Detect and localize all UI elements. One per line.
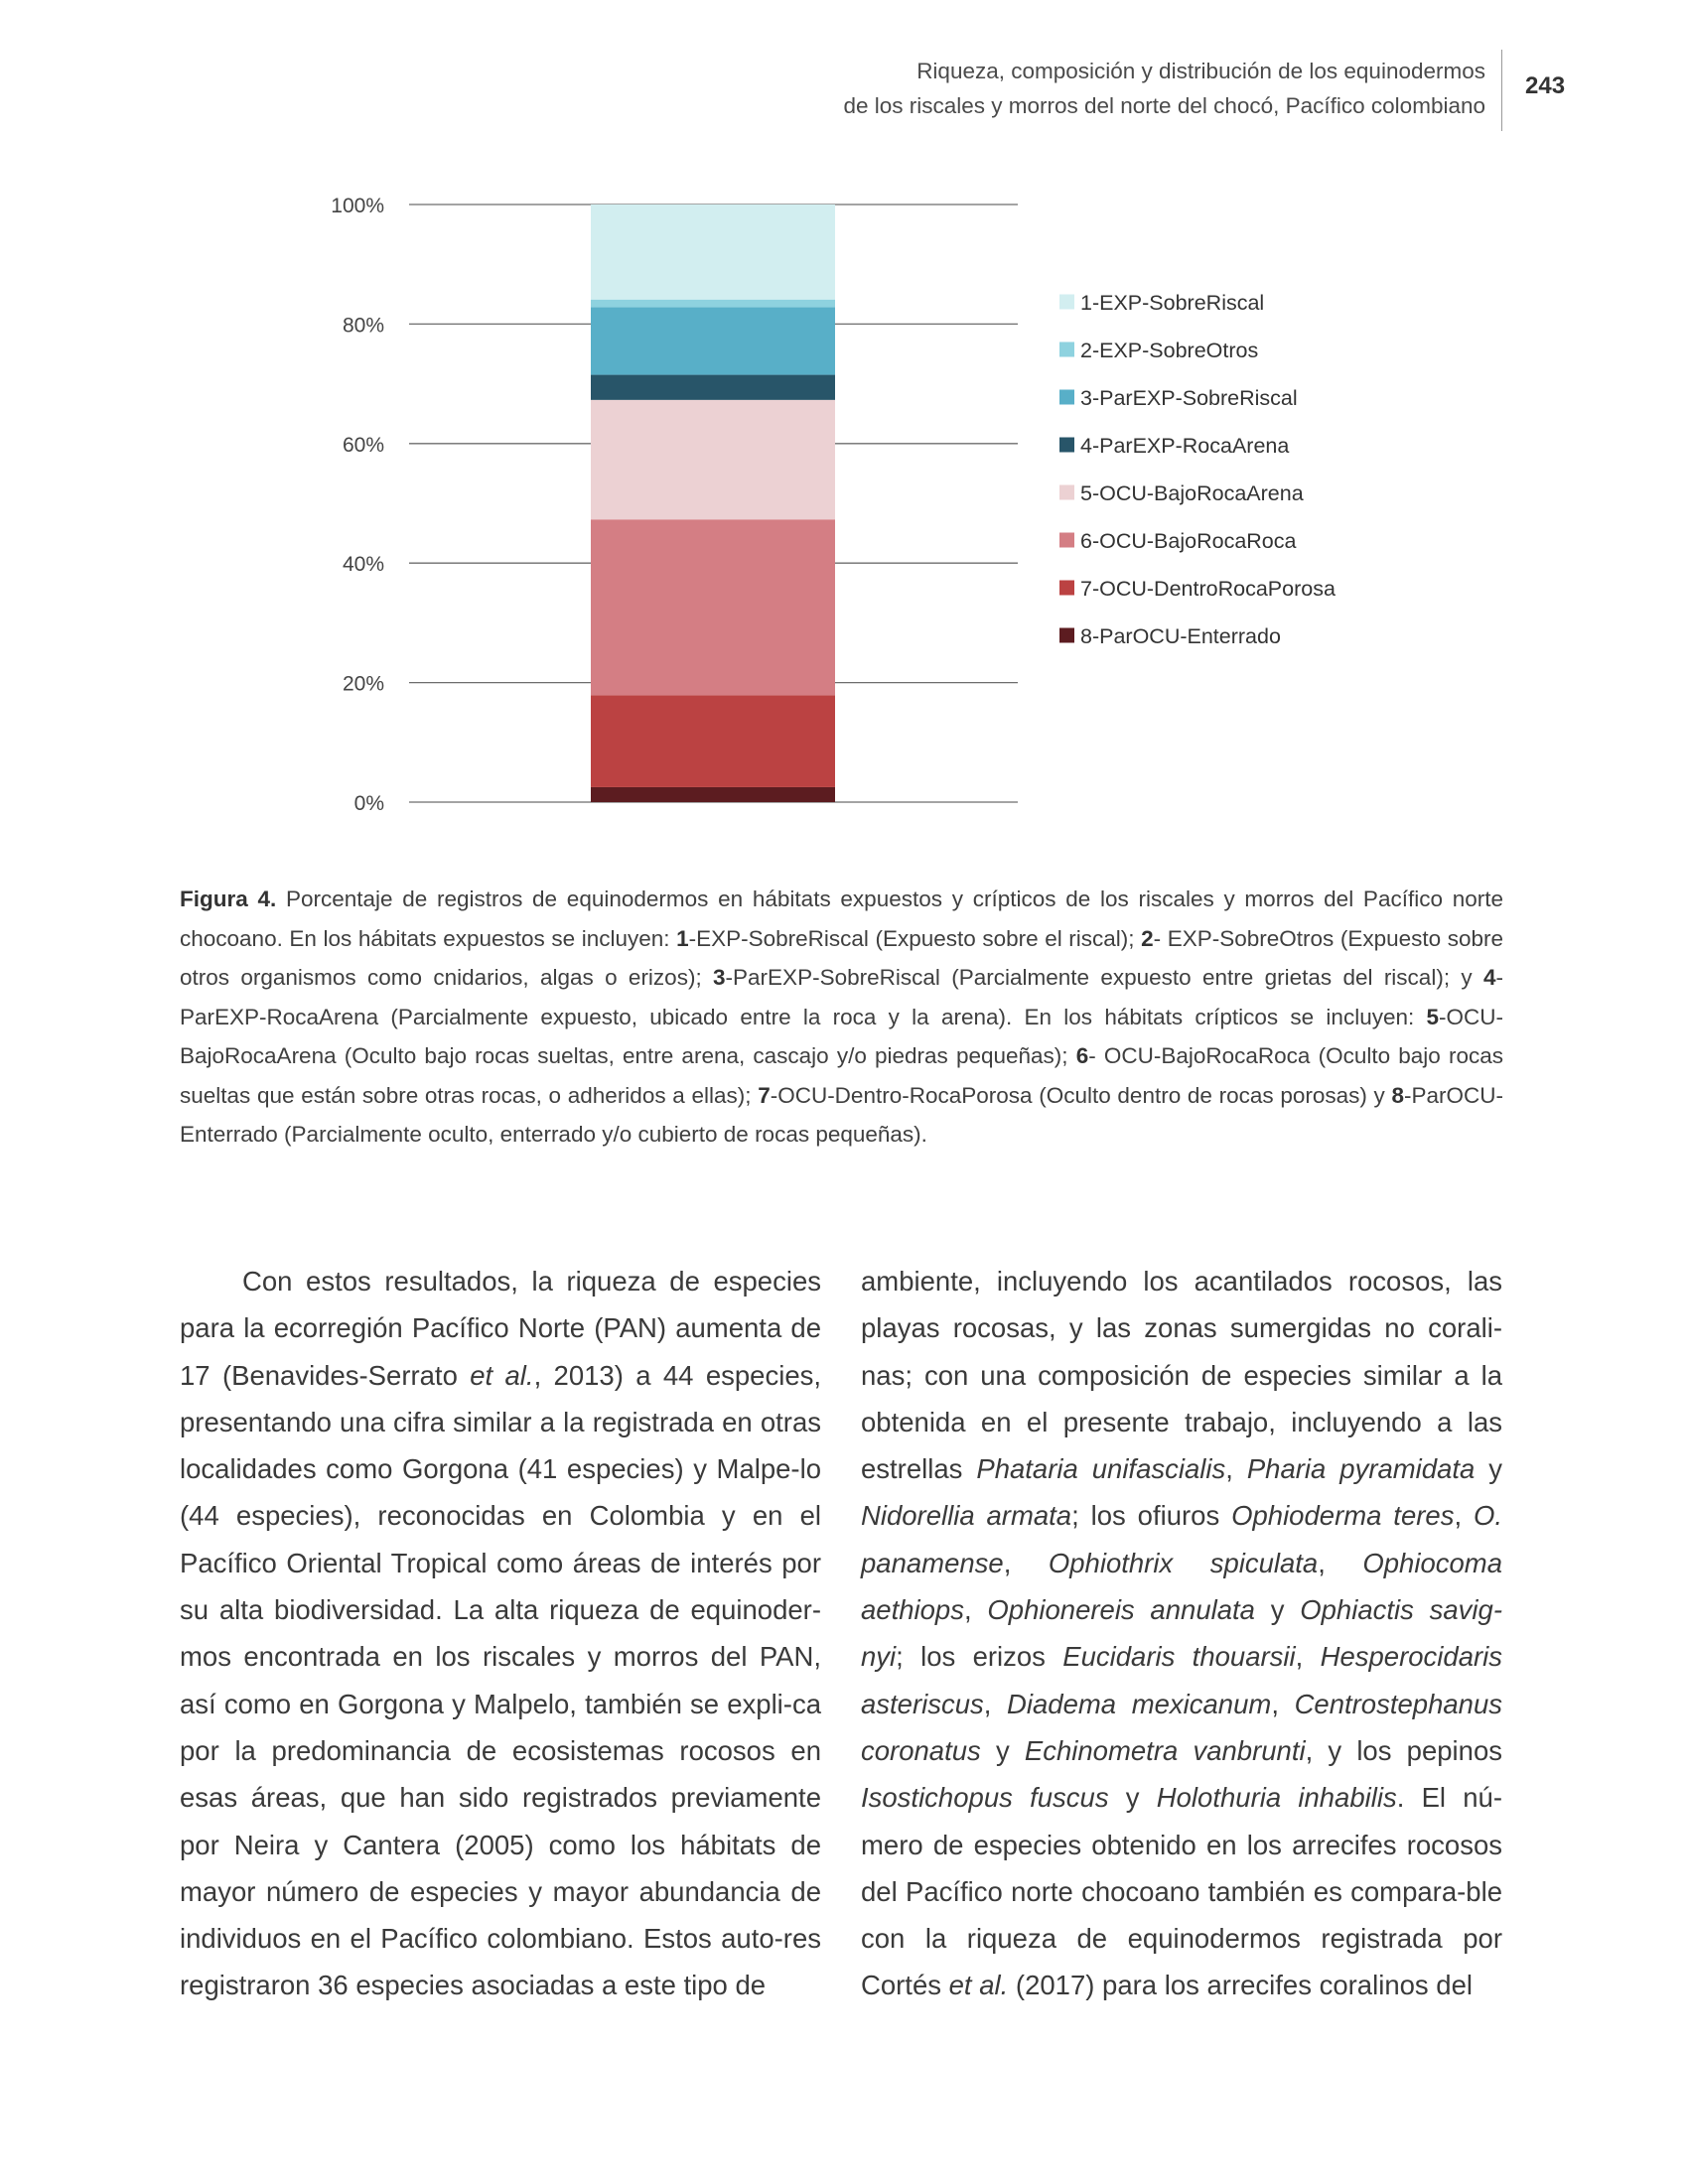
bar-segment bbox=[591, 519, 835, 695]
body-paragraph bbox=[180, 1258, 821, 2009]
bar-segment bbox=[591, 308, 835, 375]
species-name: Pharia pyramidata bbox=[1246, 1453, 1476, 1485]
caption-number: 6 bbox=[1075, 1043, 1089, 1068]
body-text: ; los ofiuros bbox=[1071, 1500, 1232, 1532]
bar-segment bbox=[591, 787, 835, 802]
bar-segment bbox=[591, 695, 835, 787]
legend-swatch bbox=[1059, 438, 1074, 453]
y-tick-label: 40% bbox=[342, 553, 384, 577]
body-paragraph bbox=[861, 1258, 1502, 2009]
bar-segment bbox=[591, 205, 835, 300]
caption-text: - EXP-SobreOtros (Expuesto sobre otros organismos como cnidarios, algas o erizos); bbox=[180, 925, 1504, 990]
caption-number: 7 bbox=[758, 1082, 771, 1108]
species-name: O. panamense bbox=[861, 1500, 1503, 1578]
figure-label: Figura 4. bbox=[180, 887, 277, 911]
body-text: , bbox=[1454, 1500, 1474, 1532]
body-text: y bbox=[1254, 1594, 1301, 1626]
body-text: ambiente, incluyendo los acantilados rocosos, las playas rocosas, y las zonas sumergidas no corali-nas; con una composición de especies similar a la obtenida en el presente trabajo, incluyendo a las estrellas bbox=[861, 1266, 1502, 1485]
caption-number: 5 bbox=[1426, 1004, 1440, 1029]
legend-swatch bbox=[1059, 295, 1074, 310]
body-column-right bbox=[861, 1258, 1502, 2009]
species-name: Phataria unifascialis bbox=[976, 1453, 1226, 1485]
legend-label: 7-OCU-DentroRocaPorosa bbox=[1080, 577, 1336, 601]
body-text: , 2013) a 44 especies, presentando una cifra similar a la registrada en otras localidades como Gorgona (41 especies) y Malpe-lo (44 especies), reconocidas en Colombia y en el Pacífico Oriental Tropical como áreas de interés por su alta biodiversidad. La alta riqueza de equinoder-mos encontrada en los riscales y morros del PAN, así como en Gorgona y Malpelo, también se expli-ca por la predominancia de ecosistemas rocosos en esas áreas, que han sido registrados previamente por Neira y Cantera (2005) como los hábitats de mayor número de especies y mayor abundancia de individuos en el Pacífico colombiano. Estos auto-res registraron 36 especies asociadas a este tipo de bbox=[180, 1359, 821, 2001]
y-tick-label: 100% bbox=[331, 195, 384, 217]
body-text: , bbox=[963, 1594, 988, 1626]
body-text: y bbox=[1475, 1453, 1503, 1485]
figure-caption bbox=[180, 880, 1503, 1155]
caption-number: 3 bbox=[713, 965, 726, 990]
body-text: , y los pepinos bbox=[1305, 1734, 1502, 1766]
legend-label: 1-EXP-SobreRiscal bbox=[1080, 291, 1265, 315]
legend-label: 5-OCU-BajoRocaArena bbox=[1080, 481, 1304, 505]
body-text: y bbox=[1108, 1782, 1157, 1814]
body-text: (2017) para los arrecifes coralinos del bbox=[1008, 1970, 1473, 2001]
species-name: Hesperocidaris asteriscus bbox=[861, 1641, 1503, 1719]
page-number: 243 bbox=[1525, 72, 1566, 99]
bar-segment bbox=[591, 400, 835, 519]
body-column-left bbox=[180, 1258, 821, 2009]
body-text: Con estos resultados, la riqueza de especies para la ecorregión Pacífico Norte (PAN) aumenta de 17 (Benavides-Serrato bbox=[180, 1266, 821, 1391]
caption-text: Porcentaje de registros de equinodermos en hábitats expuestos y crípticos de los riscales y morros del Pacífico norte chocoano. En los hábitats expuestos se incluyen: bbox=[180, 887, 1503, 951]
body-italic: et al. bbox=[470, 1359, 534, 1391]
body-text: , bbox=[1003, 1547, 1049, 1578]
caption-text: - OCU-BajoRocaRoca (Oculto bajo rocas sueltas que están sobre otras rocas, o adheridos a ellas); bbox=[180, 1043, 1503, 1108]
species-name: Isostichopus fuscus bbox=[861, 1782, 1109, 1814]
legend-swatch bbox=[1059, 390, 1074, 405]
body-text: , bbox=[983, 1688, 1008, 1719]
caption-text: -ParEXP-SobreRiscal (Parcialmente expuesto entre grietas del riscal); y bbox=[725, 965, 1483, 990]
caption-number: 2 bbox=[1141, 925, 1154, 951]
body-text: . El nú-mero de especies obtenido en los arrecifes rocosos del Pacífico norte chocoano también es compara-ble con la riqueza de equinodermos registrada por Cortés bbox=[861, 1782, 1503, 2001]
species-name: Ophiactis savig-nyi bbox=[861, 1594, 1502, 1673]
stacked-bar-chart bbox=[0, 0, 1688, 854]
species-name: Ophiothrix spiculata bbox=[1048, 1547, 1319, 1578]
species-name: Ophioderma teres bbox=[1231, 1500, 1455, 1532]
legend-label: 6-OCU-BajoRocaRoca bbox=[1080, 529, 1297, 553]
body-italic: et al. bbox=[948, 1970, 1009, 2001]
body-text: , bbox=[1295, 1641, 1321, 1673]
body-text: , bbox=[1225, 1453, 1247, 1485]
running-head-line-2: de los riscales y morros del norte del chocó, Pacífico colombiano bbox=[843, 93, 1485, 118]
body-text: , bbox=[1271, 1688, 1295, 1719]
y-tick-label: 80% bbox=[342, 314, 384, 338]
running-head-line-1: Riqueza, composición y distribución de los equinodermos bbox=[916, 59, 1485, 83]
legend-label: 2-EXP-SobreOtros bbox=[1080, 339, 1259, 362]
legend-label: 3-ParEXP-SobreRiscal bbox=[1080, 386, 1298, 410]
species-name: Ophiocoma aethiops bbox=[861, 1547, 1503, 1626]
caption-text: -OCU-BajoRocaArena (Oculto bajo rocas sueltas, entre arena, cascajo y/o piedras pequeñas); bbox=[180, 1004, 1503, 1068]
species-name: Ophionereis annulata bbox=[987, 1594, 1255, 1626]
legend-swatch bbox=[1059, 342, 1074, 357]
bar-segment bbox=[591, 300, 835, 308]
y-tick-label: 0% bbox=[353, 792, 384, 815]
legend-swatch bbox=[1059, 533, 1074, 548]
caption-text: -ParOCU-Enterrado (Parcialmente oculto, enterrado y/o cubierto de rocas pequeñas). bbox=[180, 1082, 1503, 1147]
species-name: Diadema mexicanum bbox=[1007, 1688, 1272, 1719]
caption-text: -ParEXP-RocaArena (Parcialmente expuesto, ubicado entre la roca y la arena). En los hábitats crípticos se incluyen: bbox=[180, 965, 1503, 1029]
body-text: y bbox=[980, 1734, 1025, 1766]
legend-label: 8-ParOCU-Enterrado bbox=[1080, 624, 1281, 648]
species-name: Centrostephanus coronatus bbox=[861, 1688, 1503, 1766]
legend-swatch bbox=[1059, 581, 1074, 596]
species-name: Eucidaris thouarsii bbox=[1062, 1641, 1296, 1673]
caption-text: -OCU-Dentro-RocaPorosa (Oculto dentro de rocas porosas) y bbox=[770, 1082, 1392, 1108]
caption-number: 1 bbox=[676, 925, 689, 951]
bar-segment bbox=[591, 375, 835, 400]
caption-text: -EXP-SobreRiscal (Expuesto sobre el riscal); bbox=[688, 925, 1142, 951]
legend-swatch bbox=[1059, 628, 1074, 643]
species-name: Nidorellia armata bbox=[861, 1500, 1072, 1532]
y-tick-label: 20% bbox=[342, 672, 384, 696]
body-text: , bbox=[1318, 1547, 1363, 1578]
species-name: Echinometra vanbrunti bbox=[1024, 1734, 1306, 1766]
caption-number: 8 bbox=[1391, 1082, 1404, 1108]
y-tick-label: 60% bbox=[342, 433, 384, 457]
species-name: Holothuria inhabilis bbox=[1156, 1782, 1397, 1814]
caption-number: 4 bbox=[1482, 965, 1496, 990]
legend-label: 4-ParEXP-RocaArena bbox=[1080, 434, 1290, 458]
legend-swatch bbox=[1059, 485, 1074, 500]
body-text: ; los erizos bbox=[896, 1641, 1063, 1673]
